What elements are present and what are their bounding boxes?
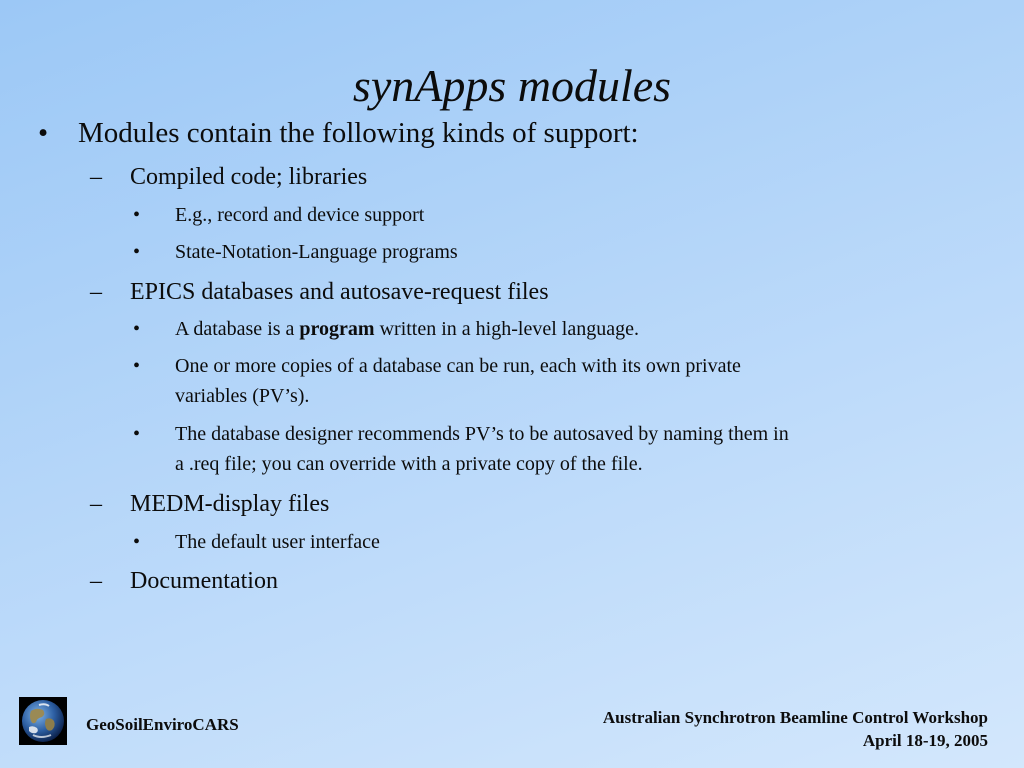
bullet-marker: • (38, 117, 49, 149)
compiled-item: State-Notation-Language programs (175, 241, 458, 263)
bullet-marker: • (133, 531, 141, 553)
medm-item: The default user interface (175, 531, 380, 553)
earth-globe-icon (19, 697, 67, 745)
database-item-line: One or more copies of a database can be run, each with its own private (175, 355, 741, 377)
medm-heading: MEDM-display files (130, 491, 330, 517)
database-item-program (175, 314, 639, 344)
bullet-marker: • (133, 204, 141, 226)
bullet-marker: • (133, 423, 141, 445)
database-item-line: a .req file; you can override with a private copy of the file. (175, 453, 643, 475)
dash-marker: – (90, 491, 102, 517)
dash-marker: – (90, 279, 102, 305)
dash-marker: – (90, 568, 102, 594)
footer-event-info (603, 706, 988, 752)
bullet-marker: • (133, 241, 141, 263)
bullet-marker: • (133, 318, 141, 340)
bullet-marker: • (133, 355, 141, 377)
database-item-line: variables (PV’s). (175, 385, 310, 407)
organization-name: GeoSoilEnviroCARS (86, 715, 239, 734)
event-name: Australian Synchrotron Beamline Control Workshop (602, 708, 988, 727)
compiled-item: E.g., record and device support (175, 204, 425, 226)
dash-marker: – (90, 164, 102, 190)
database-item-text-pre: A database is a (175, 318, 300, 340)
database-item-bold-word: program (299, 318, 375, 340)
slide-title: synApps modules (352, 60, 672, 111)
database-item-text-post: written in a high-level language. (374, 318, 639, 340)
intro-text: Modules contain the following kinds of support: (78, 117, 639, 149)
event-date: April 18-19, 2005 (862, 731, 988, 750)
database-item-line: The database designer recommends PV’s to be autosaved by naming them in (175, 423, 789, 445)
documentation-heading: Documentation (130, 568, 278, 594)
compiled-heading: Compiled code; libraries (130, 164, 368, 190)
databases-heading: EPICS databases and autosave-request files (130, 279, 549, 305)
